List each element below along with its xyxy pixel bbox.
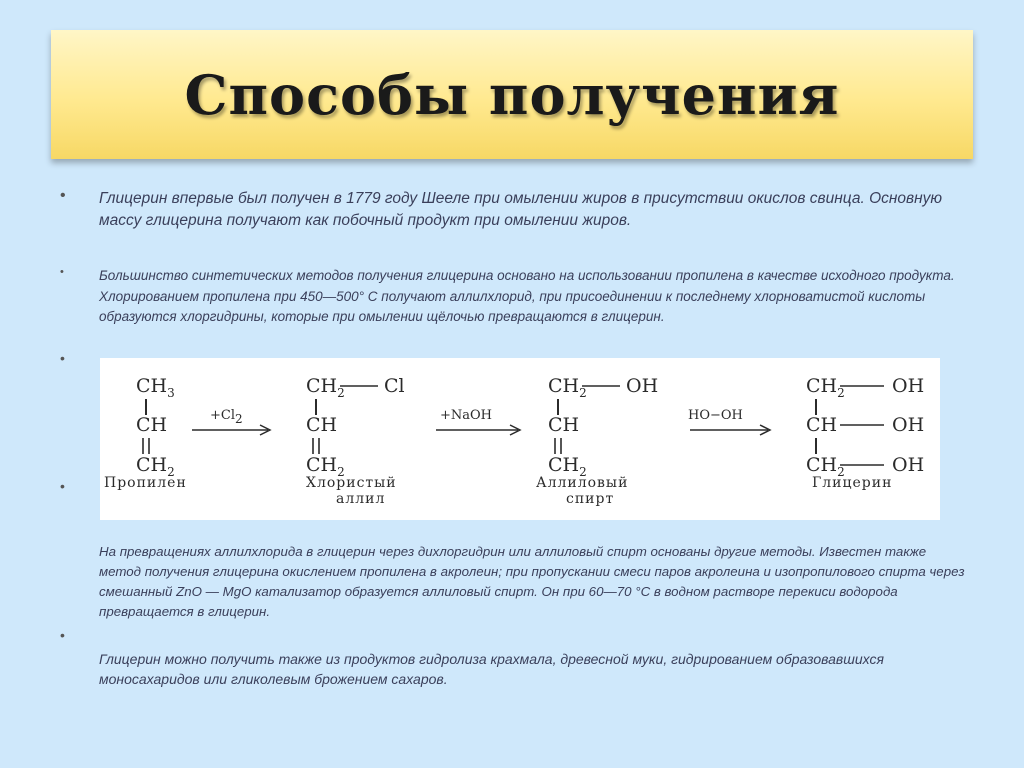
reaction-scheme: [100, 358, 940, 520]
allyl-chloride-formula: [306, 375, 405, 507]
svg-text:+Cl2: +Cl2: [210, 408, 243, 426]
arrow-hydroxylation: [688, 408, 770, 435]
allyl-alcohol-formula: [536, 375, 658, 507]
bullet-3: •: [60, 350, 65, 366]
glycerol-formula: [806, 375, 924, 491]
label-allyl-chloride-1: Хлористый: [306, 475, 397, 491]
label-allyl-alcohol-2: спирт: [566, 491, 615, 507]
svg-text:CH: CH: [136, 414, 168, 436]
svg-text:CH2: $CH_2$: [306, 454, 345, 479]
paragraph-starch-hydrolysis: Глицерин можно получить также из продуктов гидролиза крахмала, древесной муки, гидрированием образовавшихся моносахаридов или гликолевым брожением сахаров.: [99, 651, 884, 687]
svg-text:CH3: $CH_3$: [136, 375, 175, 400]
arrow-hydrolysis: [436, 408, 520, 435]
label-glycerol: Глицерин: [812, 475, 893, 491]
svg-text:CH2: $CH_2$: [806, 454, 845, 479]
reaction-scheme-svg: [100, 358, 940, 520]
svg-text:OH: OH: [892, 375, 925, 397]
page-title: Способы получения: [184, 62, 840, 127]
svg-text:HO−OH: HO−OH: [688, 408, 743, 423]
paragraph-other-methods: На превращениях аллилхлорида в глицерин через дихлоргидрин или аллиловый спирт основаны другие методы. Известен также метод получения глицерина окислением пропилена в акролеин; при пропускании смеси паров акролеина и изопропилового спирта через смешанный ZnO — MgO катализатор образуется аллиловый спирт. Он при 60—70 °С в водном растворе перекиси водорода превращается в глицерин.: [99, 544, 965, 619]
svg-text:CH2: $CH_2$: [136, 454, 175, 479]
svg-text:CH: CH: [548, 414, 580, 436]
svg-text:OH: OH: [892, 414, 925, 436]
svg-text:CH: CH: [806, 414, 838, 436]
svg-text:CH: CH: [306, 414, 338, 436]
bullet-5: •: [60, 627, 65, 643]
paragraph-first-production: Глицерин впервые был получен в 1779 году Шееле при омылении жиров в присутствии окислов свинца. Основную массу глицерина получают как побочный продукт при омылении жиров.: [99, 190, 943, 229]
paragraph-synthetic-methods: Большинство синтетических методов получения глицерина основано на использовании пропилена в качестве исходного продукта. Хлорированием пропилена при 450—500° С получают аллилхлорид, при присоединении к последнему хлорноватистой кислоты образуются хлоргидрины, которые при омылении щёлочью превращаются в глицерин.: [99, 268, 955, 324]
label-allyl-chloride-2: аллил: [336, 491, 386, 507]
title-banner: [51, 30, 973, 159]
bullet-4: •: [60, 478, 65, 494]
svg-text:OH: OH: [892, 454, 925, 476]
svg-text:CH2: $CH_2$: [806, 375, 845, 400]
arrow-chlorination: [192, 408, 270, 435]
propylene-formula: [104, 375, 187, 491]
svg-text:+NaOH: +NaOH: [440, 408, 493, 423]
label-allyl-alcohol-1: Аллиловый: [536, 475, 629, 491]
bullet-1: •: [60, 187, 66, 204]
svg-text:CH2: $CH_2$: [548, 454, 587, 479]
svg-text:CH2: $CH_2$: [306, 375, 345, 400]
svg-text:Cl: Cl: [384, 375, 405, 397]
label-propylene: Пропилен: [104, 475, 187, 491]
svg-text:OH: OH: [626, 375, 659, 397]
svg-text:CH2: $CH_2$: [548, 375, 587, 400]
bullet-2: •: [60, 266, 64, 278]
